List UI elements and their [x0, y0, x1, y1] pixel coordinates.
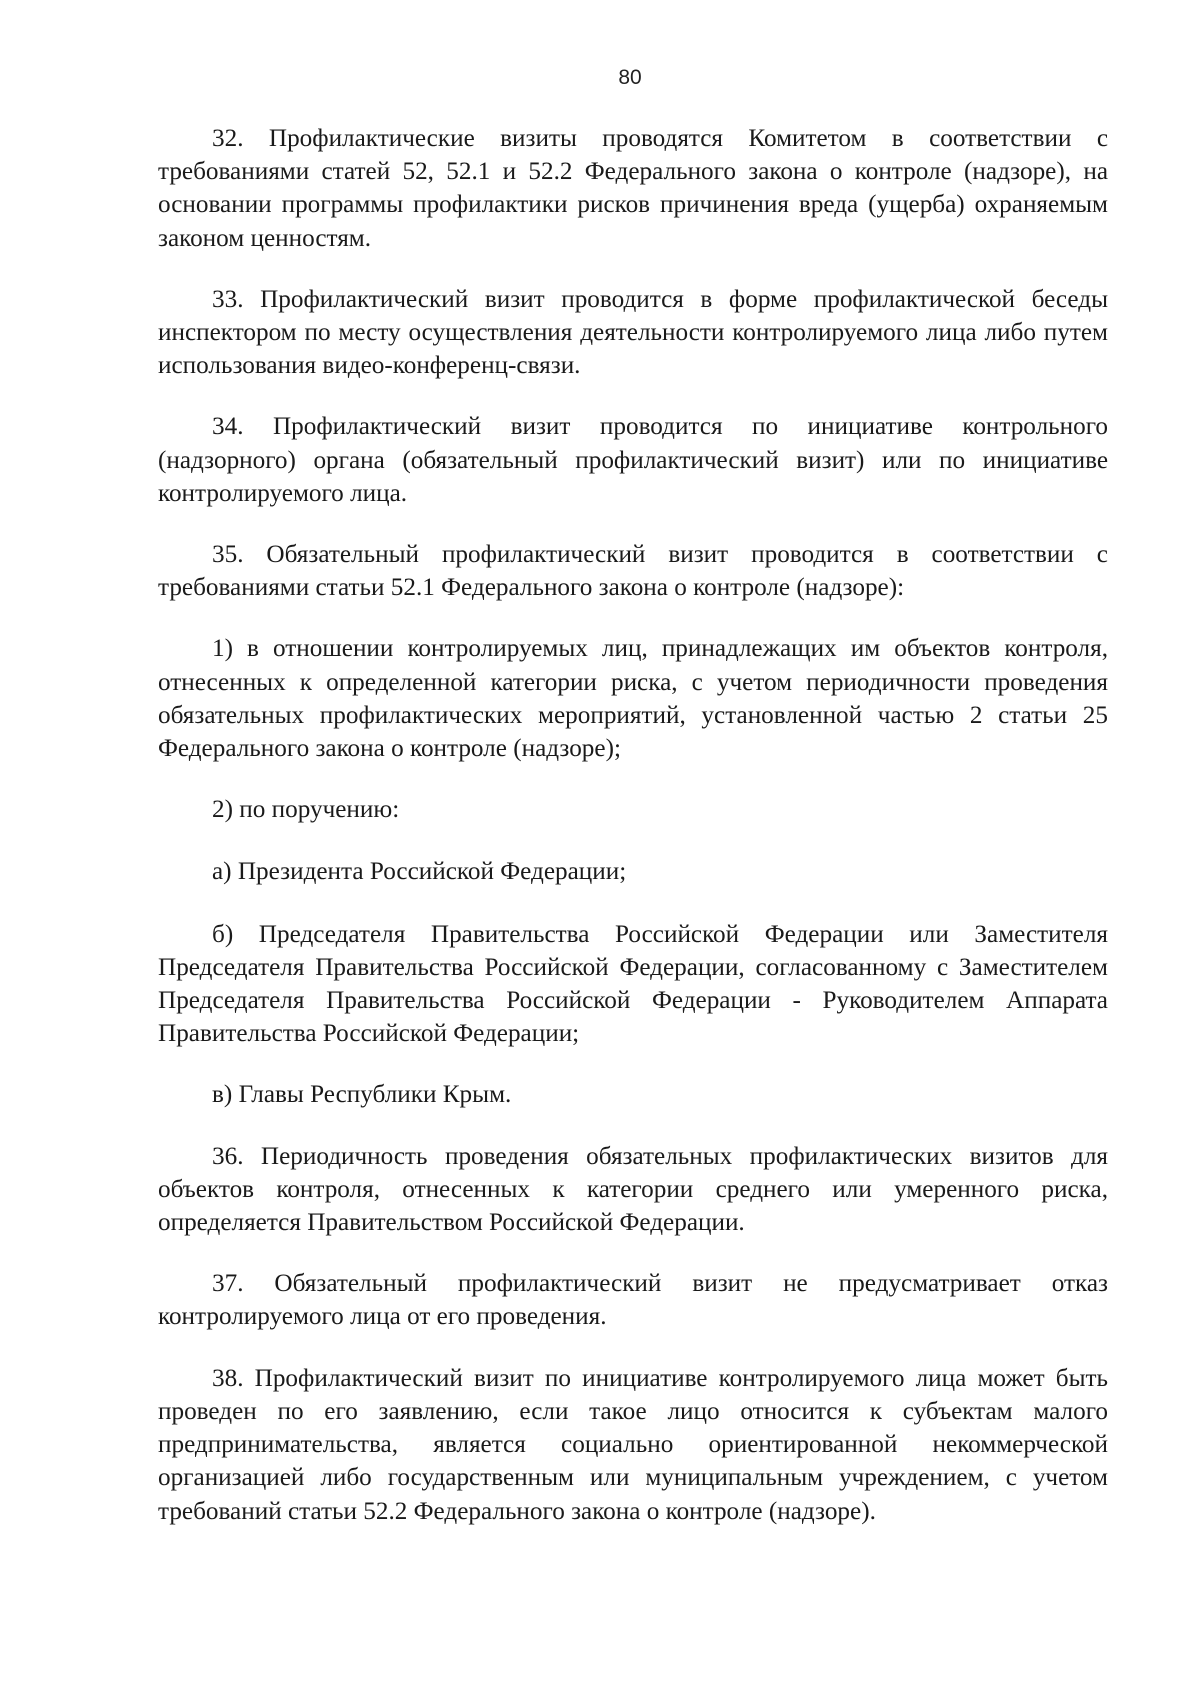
paragraph-35-item-2a: а) Президента Российской Федерации;: [212, 858, 627, 886]
paragraph-33: 33. Профилактический визит проводится в форме профилактической беседы инспектором по месту осуществления деятельности контролируемого лица либо путем использования видео-конференц-связи.: [158, 285, 1108, 380]
paragraph-35: 35. Обязательный профилактический визит проводится в соответствии с требованиями статьи 52.1 Федерального закона о контроле (надзоре):: [158, 541, 1108, 602]
paragraph-35-item-1: 1) в отношении контролируемых лиц, принадлежащих им объектов контроля, отнесенных к определенной категории риска, с учетом периодичности проведения обязательных профилактических мероприятий, установленной частью 2 статьи 25 Федерального закона о контроле (надзоре);: [158, 635, 1108, 763]
paragraph-32: 32. Профилактические визиты проводятся Комитетом в соответствии с требованиями статей 52, 52.1 и 52.2 Федерального закона о контроле (надзоре), на основании программы профилактики рисков причинения вреда (ущерба) охраняемым законом ценностям.: [158, 125, 1108, 252]
paragraph-36: 36. Периодичность проведения обязательных профилактических визитов для объектов контроля, отнесенных к категории среднего или умеренного риска, определяется Правительством Российской Федерации.: [158, 1142, 1108, 1237]
paragraph-34: 34. Профилактический визит проводится по инициативе контрольного (надзорного) органа (обязательный профилактический визит) или по инициативе контролируемого лица.: [158, 413, 1108, 507]
paragraph-37: 37. Обязательный профилактический визит не предусматривает отказ контролируемого лица от его проведения.: [158, 1270, 1108, 1331]
paragraph-38: 38. Профилактический визит по инициативе контролируемого лица может быть проведен по его заявлению, если такое лицо относится к субъектам малого предпринимательства, является социально ориентированной некоммерческой организацией либо государственным или муниципальным учреждением, с учетом требований статьи 52.2 Федерального закона о контроле (надзоре).: [158, 1364, 1108, 1525]
paragraph-35-item-2b: б) Председателя Правительства Российской Федерации или Заместителя Председателя Правительства Российской Федерации, согласованному с Заместителем Председателя Правительства Российской Федерации - Руководителем Аппарата Правительства Российской Федерации;: [158, 920, 1108, 1048]
page-number: 80: [618, 66, 642, 89]
paragraph-35-item-2: 2) по поручению:: [212, 796, 400, 824]
paragraph-35-item-2v: в) Главы Республики Крым.: [212, 1081, 512, 1109]
document-body: [158, 122, 1108, 1556]
